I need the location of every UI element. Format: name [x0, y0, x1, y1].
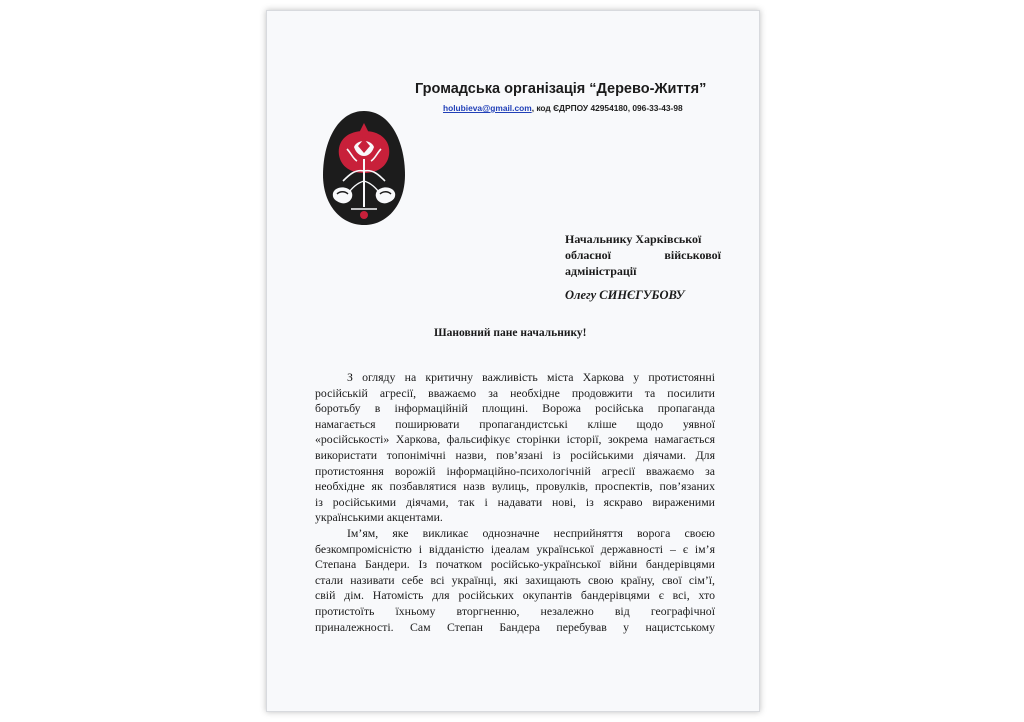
tree-of-life-logo — [321, 109, 407, 227]
salutation: Шановний пане начальнику! — [434, 327, 587, 339]
body-line: Ім’ям, яке викликає однозначне несприйняття ворога своєю — [347, 525, 715, 540]
organization-title: Громадська організація “Дерево-Життя” — [415, 81, 707, 97]
body-line: свій дім. Натомість для російських окупантів бандерівцями є всі, хто — [315, 588, 715, 603]
body-line: протистояння ворожій інформаційно-психологічній агресії вважаємо за — [315, 463, 715, 478]
body-line: російській агресії, вважаємо за необхідне продовжити та посилити — [315, 385, 715, 400]
recipient-name: Олегу СИНЄГУБОВУ — [565, 288, 685, 302]
body-line: Степана Бандери. Із початком російсько-української війни бандерівцями — [315, 557, 715, 572]
letterhead-contacts — [443, 103, 683, 113]
body-line: із російськими діячами, так і надавати нові, із яскраво вираженими — [315, 494, 715, 509]
body-line: боротьбу в інформаційній площині. Ворожа російська пропаганда — [315, 401, 715, 416]
body-line: українськими акцентами. — [315, 510, 443, 525]
organization-details: , код ЄДРПОУ 42954180, 096-33-43-98 — [531, 103, 683, 113]
email-link[interactable]: holubieva@gmail.com — [443, 103, 532, 113]
body-line: використати топонімічні назви, пов’язані із російськими діячами. Для — [315, 447, 715, 462]
body-line: стали називати себе всі українці, які захищають свою країну, свої сім’ї, — [315, 572, 715, 587]
recipient-line: обласної військової — [565, 248, 721, 262]
body-line: «російськості» Харкова, фальсифікує сторінки історії, зокрема намагається — [315, 432, 715, 447]
recipient-line: адміністрації — [565, 264, 637, 278]
recipient-block — [565, 231, 721, 279]
body-line: безкомпромісністю і відданістю ідеалам української державності – є ім’я — [315, 541, 715, 556]
letter-page — [266, 10, 760, 712]
body-line: намагається поширювати пропагандистські кліше щодо уявної — [315, 416, 715, 431]
body-line: приналежності. Сам Степан Бандера перебував у нацистському — [315, 619, 715, 634]
recipient-line: Начальнику Харківської — [565, 232, 702, 246]
body-line: З огляду на критичну важливість міста Харкова у протистоянні — [347, 370, 715, 384]
letter-body — [315, 370, 715, 635]
body-line: протистоїть їхньому вторгненню, незалежно від географічної — [315, 603, 715, 618]
body-line: необхідне як позбавлятися назв вулиць, провулків, проспектів, пов’язаних — [315, 479, 715, 494]
